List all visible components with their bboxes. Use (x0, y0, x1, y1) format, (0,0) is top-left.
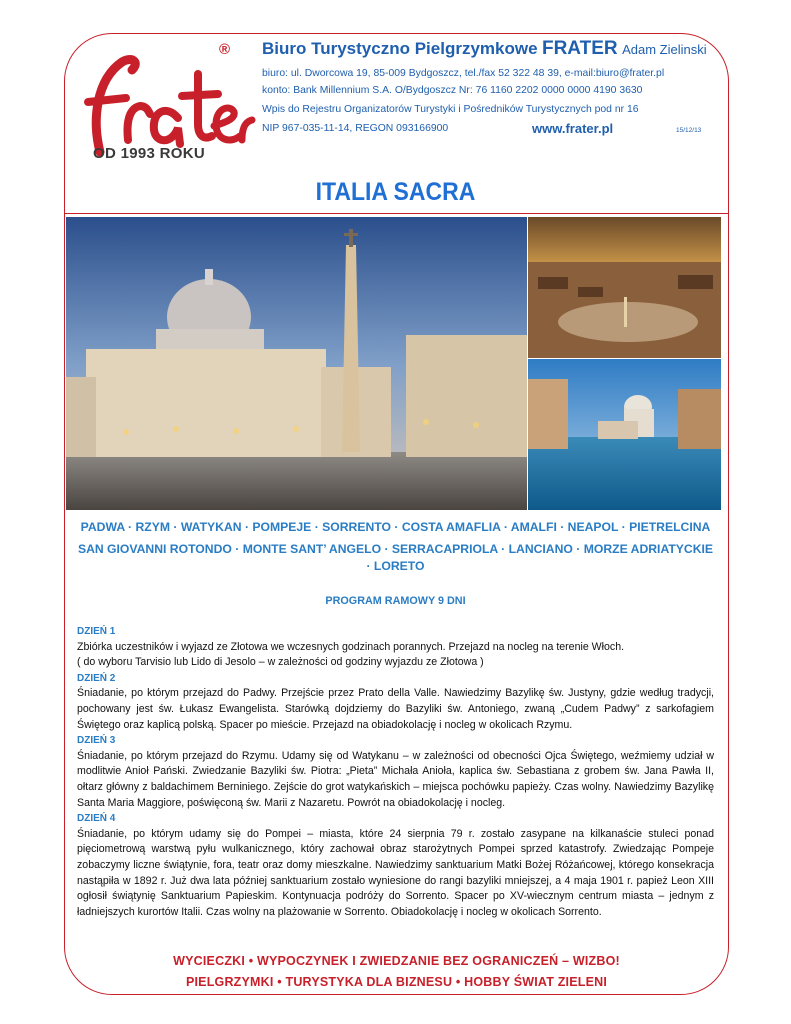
destinations-line: PADWA · RZYM · WATYKAN · POMPEJE · SORRENTO · COSTA AMAFLIA · AMALFI · NEAPOL · PIETRELCINA (80, 520, 711, 534)
agency-name: Biuro Turystyczno Pielgrzymkowe (262, 39, 538, 58)
day-label: DZIEŃ 3 (77, 735, 116, 747)
st-peters-basilica-photo (66, 217, 527, 510)
document-date: 15/12/13 (676, 127, 702, 134)
itinerary (77, 624, 714, 920)
agency-address: biuro: ul. Dworcowa 19, 85-009 Bydgoszcz, tel./fax 52 322 48 39, e-mail:biuro@frater.pl (262, 68, 665, 79)
rome-aerial-photo (528, 217, 721, 358)
agency-nip: NIP 967-035-11-14, REGON 093166900 (262, 123, 449, 134)
day-note: ( do wyboru Tarvisio lub Lido di Jesolo – w zależności od godziny wyjazdu ze Złotowa ) (77, 656, 484, 669)
agency-registry: Wpis do Rejestru Organizatorów Turystyki i Pośredników Turystycznych pod nr 16 (262, 104, 639, 115)
footer-slogan: PIELGRZYMKI • TURYSTYKA DLA BIZNESU • HOBBY ŚWIAT ZIELENI (185, 975, 608, 989)
day-section (77, 733, 714, 811)
day-label: DZIEŃ 2 (77, 672, 116, 684)
registered-mark: ® (219, 41, 231, 58)
header-divider (64, 213, 729, 214)
day-section (77, 671, 714, 733)
venice-canal-photo (528, 359, 721, 510)
destinations-line: SAN GIOVANNI ROTONDO · MONTE SANT’ ANGELO · SERRACAPRIOLA · LANCIANO · MORZE ADRIATYCKIE (77, 542, 714, 556)
agency-heading (262, 38, 707, 60)
day-text: Zbiórka uczestników i wyjazd ze Złotowa we wczesnych godzinach porannych. Przejazd na nocleg na terenie Włoch. (77, 640, 625, 653)
day-section (77, 624, 714, 671)
day-section (77, 811, 714, 920)
footer-slogan: WYCIECZKI • WYPOCZYNEK I ZWIEDZANIE BEZ OGRANICZEŃ – WIZBO! (173, 954, 620, 968)
agency-owner: Adam Zielinski (622, 42, 707, 57)
day-label: DZIEŃ 4 (77, 813, 116, 825)
day-label: DZIEŃ 1 (77, 626, 116, 637)
agency-account: konto: Bank Millennium S.A. O/Bydgoszcz Nr: 76 1160 2202 0000 0000 4190 3630 (262, 85, 643, 96)
page-title: ITALIA SACRA (315, 178, 476, 206)
agency-brand: FRATER (541, 38, 618, 59)
website-link[interactable]: www.frater.pl (532, 121, 614, 136)
destinations-line: · LORETO (366, 559, 425, 573)
day-text: Śniadanie, po którym przejazd do Rzymu. Udamy się od Watykanu – w zależności od obecności Ojca Świętego, weźmiemy udział w modlitwie Anioł Pański. Zwiedzanie Bazyliki św. Piotra: „Pieta” Michała Anioła, kaplica św. Sebastiana z grobem św. Jana Pawła II, ołtarz główny z baldachimem Berniniego. Zejście do grot watykańskich – miejsca pochówku papieży. Czas wolny. Nawiedzimy Bazylikę Santa Maria Maggiore, poświęconą św. Marii z Nazaretu. Powrót na obiadokolację i nocleg. (77, 749, 714, 809)
program-title: PROGRAM RAMOWY 9 DNI (325, 595, 466, 607)
day-text: Śniadanie, po którym udamy się do Pompei – miasta, które 24 sierpnia 79 r. zostało zasypane na kilkanaście stuleci ponad pięciometrową warstwą pyłu wulkanicznego, który zachował obraz starożytnych Pompei sprzed katastrofy. Zwiedzając Pompeje zobaczymy liczne świątynie, fora, teatr oraz domy mieszkalne. Nawiedzimy sanktuarium Matki Bożej Różańcowej, którego konsekracja nastąpiła w 1892 r. Już dwa lata później sanktuarium zostało wyniesione do rangi bazyliki mniejszej, a 4 maja 1901 r. papież Leon XIII ogłosił świątynię Sanktuarium Papieskim. Kontynuacja podróży do Sorrento. Spacer po XV-wiecznym centrum miasta – jednym z ładniejszych kurortów Italii. Czas wolny na plażowanie w Sorrento. Obiadokolację i nocleg w okolicach Sorrento. (77, 827, 714, 918)
since-label: OD 1993 ROKU (93, 145, 205, 162)
day-text: Śniadanie, po którym przejazd do Padwy. Przejście przez Prato della Valle. Nawiedzimy Bazylikę św. Justyny, gdzie według tradycji, pochowany jest św. Łukasz Ewangelista. Starówką dojdziemy do Bazyliki św. Antoniego, zwaną „Cudem Padwy” z sarkofagiem Świętego oraz kaplicą polską. Spacer po mieście. Przejazd na obiadokolację i nocleg w okolicach Rzymu. (77, 687, 714, 731)
